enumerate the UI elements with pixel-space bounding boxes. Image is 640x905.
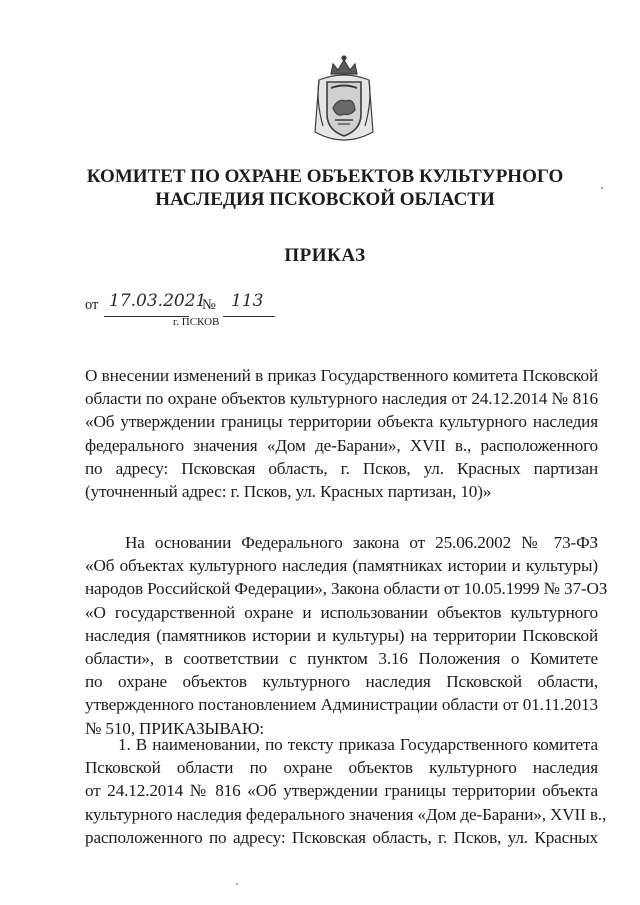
preamble-line: по охране объектов культурного наследия Псковской области,: [85, 672, 598, 692]
coat-of-arms-icon: [311, 52, 377, 148]
subject-line: О внесении изменений в приказ Государственного комитета Псковской: [85, 366, 598, 385]
subject-line: «Об утверждении границы территории объекта культурного наследия: [85, 412, 598, 432]
preamble-line: области», в соответствии с пунктом 3.16 Положения о Комитете: [85, 648, 598, 668]
item-line: культурного наследия федерального значения «Дом де-Барани», XVII в.,: [85, 804, 607, 824]
order-date: 17.03.2021: [109, 291, 207, 311]
order-subject: [85, 364, 598, 503]
subject-line: (уточненный адрес: г. Псков, ул. Красных партизан, 10)»: [85, 481, 492, 501]
order-item-1: [85, 733, 607, 849]
item-line: расположенного по адресу: Псковская область, г. Псков, ул. Красных: [85, 827, 598, 847]
preamble-paragraph: [85, 531, 608, 740]
preamble-line: утвержденного постановлением Администрации области от 01.11.2013: [85, 695, 598, 715]
subject-line: по адресу: Псковская область, г. Псков, ул. Красных партизан: [85, 458, 598, 478]
preamble-line: наследия (памятников истории и культуры) на территории Псковской: [85, 625, 598, 645]
scan-speck: [236, 883, 238, 885]
organization-title-line: НАСЛЕДИЯ ПСКОВСКОЙ ОБЛАСТИ: [155, 189, 495, 210]
scan-speck: [601, 187, 603, 189]
preamble-line: № 510, ПРИКАЗЫВАЮ:: [85, 718, 265, 738]
preamble-line: «Об объектах культурного наследия (памятниках истории и культуры): [85, 556, 598, 576]
order-number: 113: [231, 291, 264, 311]
organization-title-line: КОМИТЕТ ПО ОХРАНЕ ОБЪЕКТОВ КУЛЬТУРНОГО: [86, 166, 564, 187]
organization-title: [80, 165, 570, 211]
number-prefix: №: [202, 297, 216, 313]
preamble-line: «О государственной охране и использовании объектов культурного: [85, 602, 598, 622]
subject-line: области по охране объектов культурного наследия от 24.12.2014 № 816: [85, 389, 598, 409]
preamble-line: народов Российской Федерации», Закона области от 10.05.1999 № 37-ОЗ: [85, 579, 608, 599]
subject-line: федерального значения «Дом де-Барани», XVII в., расположенного: [85, 435, 598, 455]
number-underline: [223, 316, 275, 317]
preamble-line: На основании Федерального закона от 25.06.2002 № 73-ФЗ: [125, 533, 598, 552]
issue-city: г. ПСКОВ: [173, 316, 220, 328]
date-prefix: от: [85, 297, 99, 313]
document-type: ПРИКАЗ: [284, 245, 366, 266]
item-line: от 24.12.2014 № 816 «Об утверждении границы территории объекта: [85, 781, 598, 801]
item-line: Псковской области по охране объектов культурного наследия: [85, 758, 598, 778]
item-line: 1. В наименовании, по тексту приказа Государственного комитета: [118, 735, 598, 754]
